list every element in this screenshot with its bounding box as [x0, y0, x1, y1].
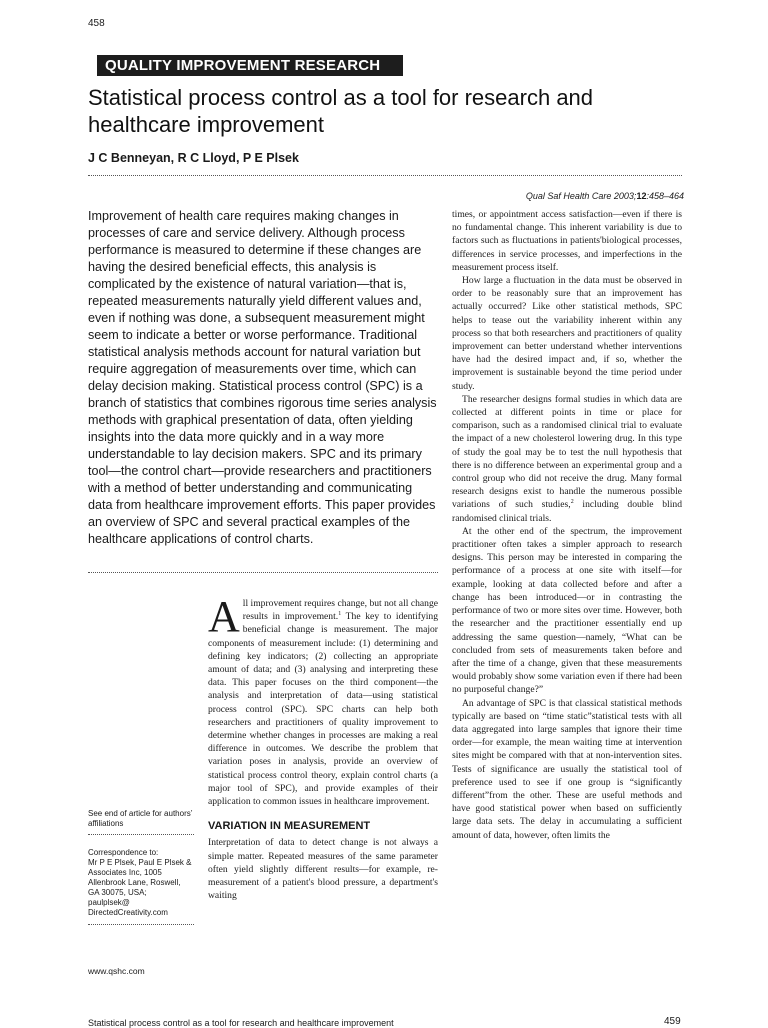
right-paragraph-5: An advantage of SPC is that classical statistical methods typically are based on “time static”statistical tests with all data aggregated into large samples that ignore their time order—for example, the mean waiting time at intervention sites might be compared with that at non-intervention sites. Tests of significance are usually the statistical tool of preference used to see if one group is “significantly different”from the other. These are useful methods and have good statistical power when based on sufficiently large data sets. The delay in accumulating a sufficient amount of data, however, often limits the — [452, 697, 682, 841]
citation-pages: :458–464 — [646, 191, 684, 201]
drop-cap: A — [208, 592, 240, 641]
intro-column — [208, 592, 438, 902]
right-paragraph-3: The researcher designs formal studies in which data are collected at different points in time or place for comparison, such as a randomised clinical trial to evaluate the impact of a new cholesterol lowering drug. In this type of study the goal may be to test the null hypothesis that there is no difference between an experimental group and a control group who did not receive the drug. Many formal research designs exist to handle the numerous possible variations of such studies,$^2$ including double blind randomised clinical trials. — [452, 393, 682, 524]
variation-paragraph: Interpretation of data to detect change is not always a simple matter. Repeated measures of the same parameter often yield slightly different results—for example, re-measurement of a patient's blood pressure, a department's waiting — [208, 837, 438, 902]
running-title: Statistical process control as a tool for research and healthcare improvement — [88, 1018, 394, 1028]
sidebar-divider-2 — [88, 924, 194, 925]
correspondence-line: paulplsek@ — [88, 898, 130, 907]
right-paragraph-2: How large a fluctuation in the data must be observed in order to be reasonably sure that an improvement has actually occurred? Like other statistical methods, SPC helps to tease out the variability inherent within any process so that both researchers and practitioners of quality improvement can better understand whether interventions have had the desired impact and, if so, whether the improvement is sustainable beyond the time period under study. — [452, 275, 682, 392]
page-number: 458 — [88, 18, 105, 29]
correspondence-line: DirectedCreativity.com — [88, 908, 168, 917]
author-list: J C Benneyan, R C Lloyd, P E Plsek — [88, 151, 299, 165]
intro-paragraph: All improvement requires change, but not all change results in improvement.$^1$ The key to identifying beneficial change is measurement. The major components of measurement include: (1) determining and defining key indicators; (2) collecting an appropriate amount of data; and (3) analysing and interpreting these data. This paper focuses on the third component—the analysis and interpretation of data—using statistical process control (SPC). SPC charts can help both researchers and practitioners of quality improvement to determine whether changes in processes are making a real difference in outcomes. We describe the problem that variation poses in analysis, provide an overview of statistical process control theory, explain control charts (a major tool of SPC), and provide examples of their application to common issues in healthcare improvement. — [208, 592, 438, 808]
sidebar-divider-1 — [88, 834, 194, 835]
right-paragraph-1: times, or appointment access satisfaction—even if there is no fundamental change. This inherent variability is due to factors such as fluctuations in patients'biological processes, differences in service processes, and imperfections in the measurement process itself. — [452, 209, 682, 273]
correspondence-label: Correspondence to: — [88, 848, 159, 857]
correspondence-block — [88, 848, 196, 918]
correspondence-line: Allenbrook Lane, Roswell, — [88, 878, 181, 887]
header-divider — [88, 175, 682, 176]
section-banner — [88, 55, 403, 76]
footer-page-number: 459 — [664, 1016, 681, 1027]
citation-volume: 12 — [636, 191, 647, 201]
footer-url: www.qshc.com — [88, 966, 145, 976]
abstract-divider — [88, 572, 438, 573]
reference-2: 2 — [570, 499, 574, 506]
correspondence-line: Associates Inc, 1005 — [88, 868, 162, 877]
affiliations-note: See end of article for authors’ affiliations — [88, 809, 193, 828]
article-title: Statistical process control as a tool for research and healthcare improvement — [88, 85, 594, 137]
section-banner-label: QUALITY IMPROVEMENT RESEARCH — [105, 57, 381, 74]
right-column — [452, 208, 682, 842]
reference-1: 1 — [338, 611, 342, 618]
correspondence-line: Mr P E Plsek, Paul E Plsek & — [88, 858, 192, 867]
section-heading-variation: VARIATION IN MEASUREMENT — [208, 820, 371, 833]
journal-citation — [526, 191, 684, 201]
correspondence-line: GA 30075, USA; — [88, 888, 147, 897]
right-paragraph-4: At the other end of the spectrum, the improvement practitioner often takes a simpler approach to research designs. This person may be interested in comparing the performance of a process at one site with itself—for example, looking at data collected before and after a change has been introduced—or in contrasting the performance of two or more sites over time. However, both the researcher and the practitioner essentially end up addressing the same question—namely, “What can be concluded from sets of measurements taken before and after the time of a change, given that these measurements would probably show some variation even if there had been no purposeful change?” — [452, 525, 682, 696]
abstract: Improvement of health care requires making changes in processes of care and service delivery. Although process performance is measured to determine if these changes are having the desired beneficial effects, this analysis is complicated by the existence of natural variation—that is, repeated measurements naturally yield different values and, even if nothing was done, a subsequent measurement might seem to indicate a better or worse performance. Traditional statistical analysis methods account for natural variation but require aggregation of measurements over time, which can delay decision making. Statistical process control (SPC) is a branch of statistics that combines rigorous time series analysis methods with graphical presentation of data, often yielding insights into the data more quickly and in a way more understandable to lay decision makers. SPC and its primary tool—the control chart—provide researchers and practitioners with a method of better understanding and communicating data from healthcare improvement efforts. This paper provides an overview of SPC and several practical examples of the healthcare applications of control charts. — [88, 209, 437, 546]
citation-journal: Qual Saf Health Care — [525, 191, 612, 201]
citation-year: 2003; — [611, 191, 637, 201]
